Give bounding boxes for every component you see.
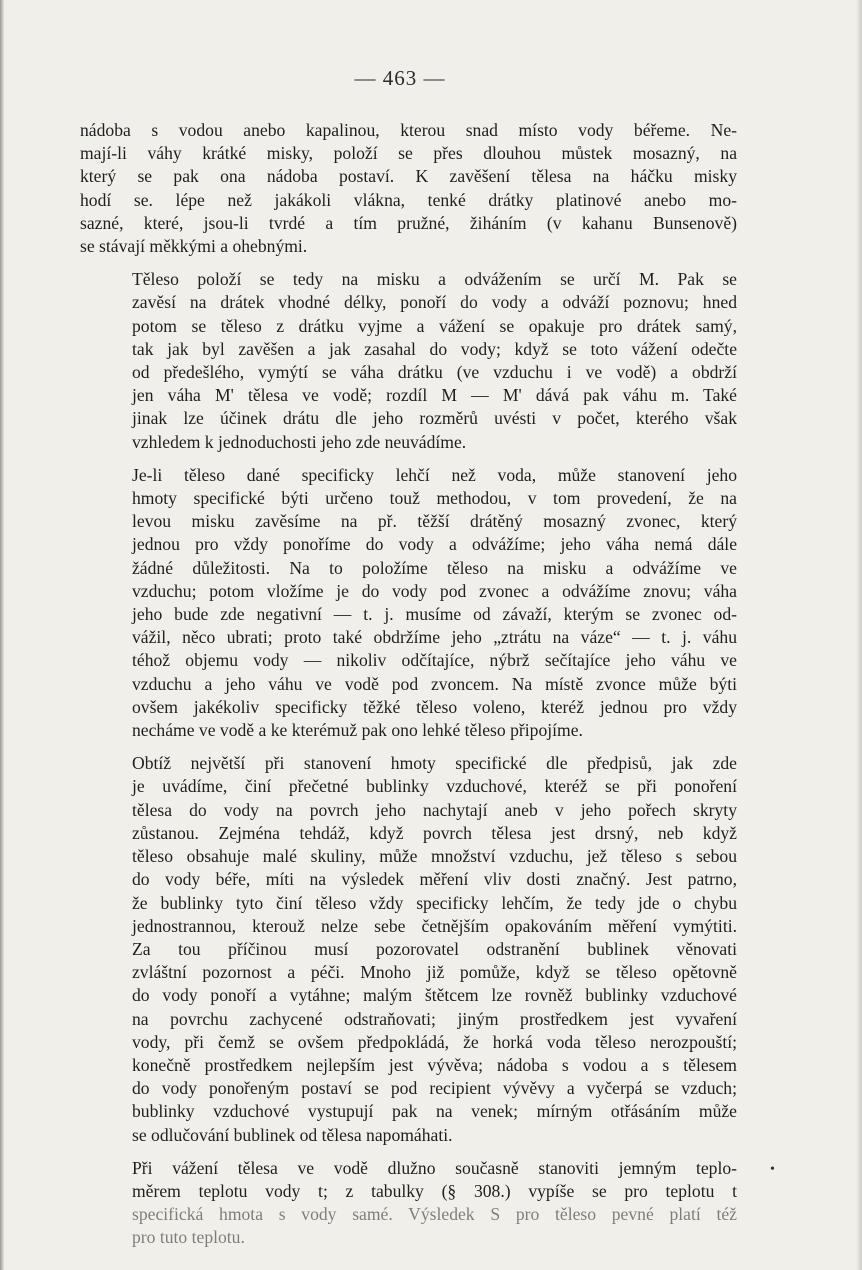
text-line: na povrchu zachycené odstraňovati; jiným prostředkem jest vyvaření [132, 1008, 737, 1029]
text-line: vody, při čemž se ovšem předpokládá, že horká voda těleso nerozpouští; [132, 1031, 737, 1052]
text-line: téhož objemu vody — nikoliv odčítajíce, nýbrž sečítajíce jeho váhu ve [132, 650, 737, 671]
text-line: jinak lze účinek drátu dle jeho rozměrů uvésti v počet, kterého však [132, 408, 737, 429]
text-line: žádné důležitosti. Na to položíme těleso na misku a odvážíme ve [132, 557, 737, 578]
paragraph-5 [80, 1157, 737, 1250]
text-line: vážil, něco ubrati; proto také obdržíme jeho „ztrátu na váze“ — t. j. váhu [132, 627, 737, 648]
text-line: zůstanou. Zejména tehdáž, když povrch tělesa jest drsný, neb když [132, 822, 737, 843]
text-line: pro tuto teplotu. [132, 1227, 245, 1248]
text-line: sazné, které, jsou-li tvrdé a tím pružné, žiháním (v kahanu Bunsenově) [80, 212, 737, 233]
page-number: — 463 — [354, 66, 446, 90]
text-line: potom se těleso z drátku vyjme a vážení se opakuje pro drátek samý, [132, 315, 737, 336]
text-line: do vody ponoří a vytáhne; malým štětcem lze rovněž bublinky vzduchové [132, 985, 737, 1006]
text-line: konečně prostředkem nejlepším jest vývěva; nádoba s vodou a s tělesem [132, 1054, 737, 1075]
text-line: se stávají měkkými a ohebnými. [80, 236, 308, 257]
text-line: který se pak ona nádoba postaví. K zavěšení tělesa na háčku misky [80, 166, 737, 187]
text-line: do vody ponořeným postaví se pod recipient vývěvy a vyčerpá se vzduch; [132, 1078, 737, 1099]
text-line: zvláštní pozornost a péči. Mnoho již pomůže, když se těleso opětovně [132, 962, 737, 983]
margin-mark: • [770, 1162, 775, 1177]
page-body [80, 119, 737, 1250]
text-line: hodí se. lépe než jakákoli vlákna, tenké drátky platinové anebo mo- [80, 189, 737, 210]
text-line: že bublinky tyto činí těleso vždy specificky lehčím, že tedy jde o chybu [132, 892, 737, 913]
text-line: těleso obsahuje malé skuliny, může množství vzduchu, jež těleso s sebou [132, 846, 737, 867]
text-line: se odlučování bublinek od tělesa napomáhati. [132, 1124, 453, 1145]
text-line: do vody béře, míti na výsledek měření vliv dosti značný. Jest patrno, [132, 869, 737, 890]
text-line: Je-li těleso dané specificky lehčí než voda, může stanovení jeho [132, 464, 737, 485]
text-line: Těleso položí se tedy na misku a odvážením se určí M. Pak se [132, 269, 737, 290]
text-line: tak jak byl zavěšen a jak zasahal do vody; když se toto vážení odečte [132, 338, 737, 359]
paragraph-1 [80, 119, 737, 258]
text-line: levou misku zavěsíme na př. těžší drátěný mosazný zvonec, který [132, 511, 737, 532]
text-line: mají-li váhy krátké misky, položí se přes dlouhou můstek mosazný, na [80, 143, 737, 164]
page-binding-edge [0, 0, 4, 1270]
text-line: je uvádíme, činí přečetné bublinky vzduchové, kteréž se při ponoření [132, 776, 737, 797]
paragraph-4 [80, 752, 737, 1146]
text-line: od předešlého, vymýtí se váha drátku (ve vzduchu i ve vodě) a obdrží [132, 362, 737, 383]
text-line: Za tou příčinou musí pozorovatel odstranění bublinek věnovati [132, 938, 737, 959]
paragraph-3 [80, 464, 737, 742]
text-line: Obtíž největší při stanovení hmoty specifické dle předpisů, jak zde [132, 753, 737, 774]
text-line: ovšem jakékoliv specificky těžké těleso voleno, kteréž jednou pro vždy [132, 696, 737, 717]
text-line: vzhledem k jednoduchosti jeho zde neuvádíme. [132, 431, 467, 452]
text-line: měrem teplotu vody t; z tabulky (§ 308.) vypíše se pro teplotu t [132, 1180, 737, 1201]
text-line: specifická hmota s vody samé. Výsledek S pro těleso pevné platí též [132, 1204, 737, 1225]
text-line: hmoty specifické býti určeno touž methodou, v tom provedení, že na [132, 488, 737, 509]
text-line: jednostrannou, kterouž nelze sebe četnějším opakováním měření vymýtiti. [132, 915, 737, 936]
text-line: Při vážení tělesa ve vodě dlužno současně stanoviti jemným teplo- [132, 1157, 737, 1178]
paragraph-2 [80, 268, 737, 454]
text-line: jen váha M' tělesa ve vodě; rozdíl M — M' dává pak váhu m. Také [132, 385, 737, 406]
text-line: tělesa do vody na povrch jeho nachytají aneb v jeho pořech skryty [132, 799, 737, 820]
text-line: zavěsí na drátek vhodné délky, ponoří do vody a odváží poznovu; hned [132, 292, 737, 313]
text-line: vzduchu a jeho váhu ve vodě pod zvoncem. Na místě zvonce může býti [132, 673, 737, 694]
text-line: jednou pro vždy ponoříme do vody a odvážíme; jeho váha nemá dále [132, 534, 737, 555]
text-line: jeho bude zde negativní — t. j. musíme od závaží, kterým se zvonec od- [132, 604, 737, 625]
text-line: necháme ve vodě a ke kterémuž pak ono lehké těleso připojíme. [132, 720, 583, 741]
text-line: nádoba s vodou anebo kapalinou, kterou snad místo vody béřeme. Ne- [80, 120, 737, 140]
text-line: bublinky vzduchové vystupují pak na venek; mírným otřásáním může [132, 1101, 737, 1122]
text-line: vzduchu; potom vložíme je do vody pod zvonec a odvážíme znovu; váha [132, 580, 737, 601]
page-right-shadow [856, 0, 862, 1270]
